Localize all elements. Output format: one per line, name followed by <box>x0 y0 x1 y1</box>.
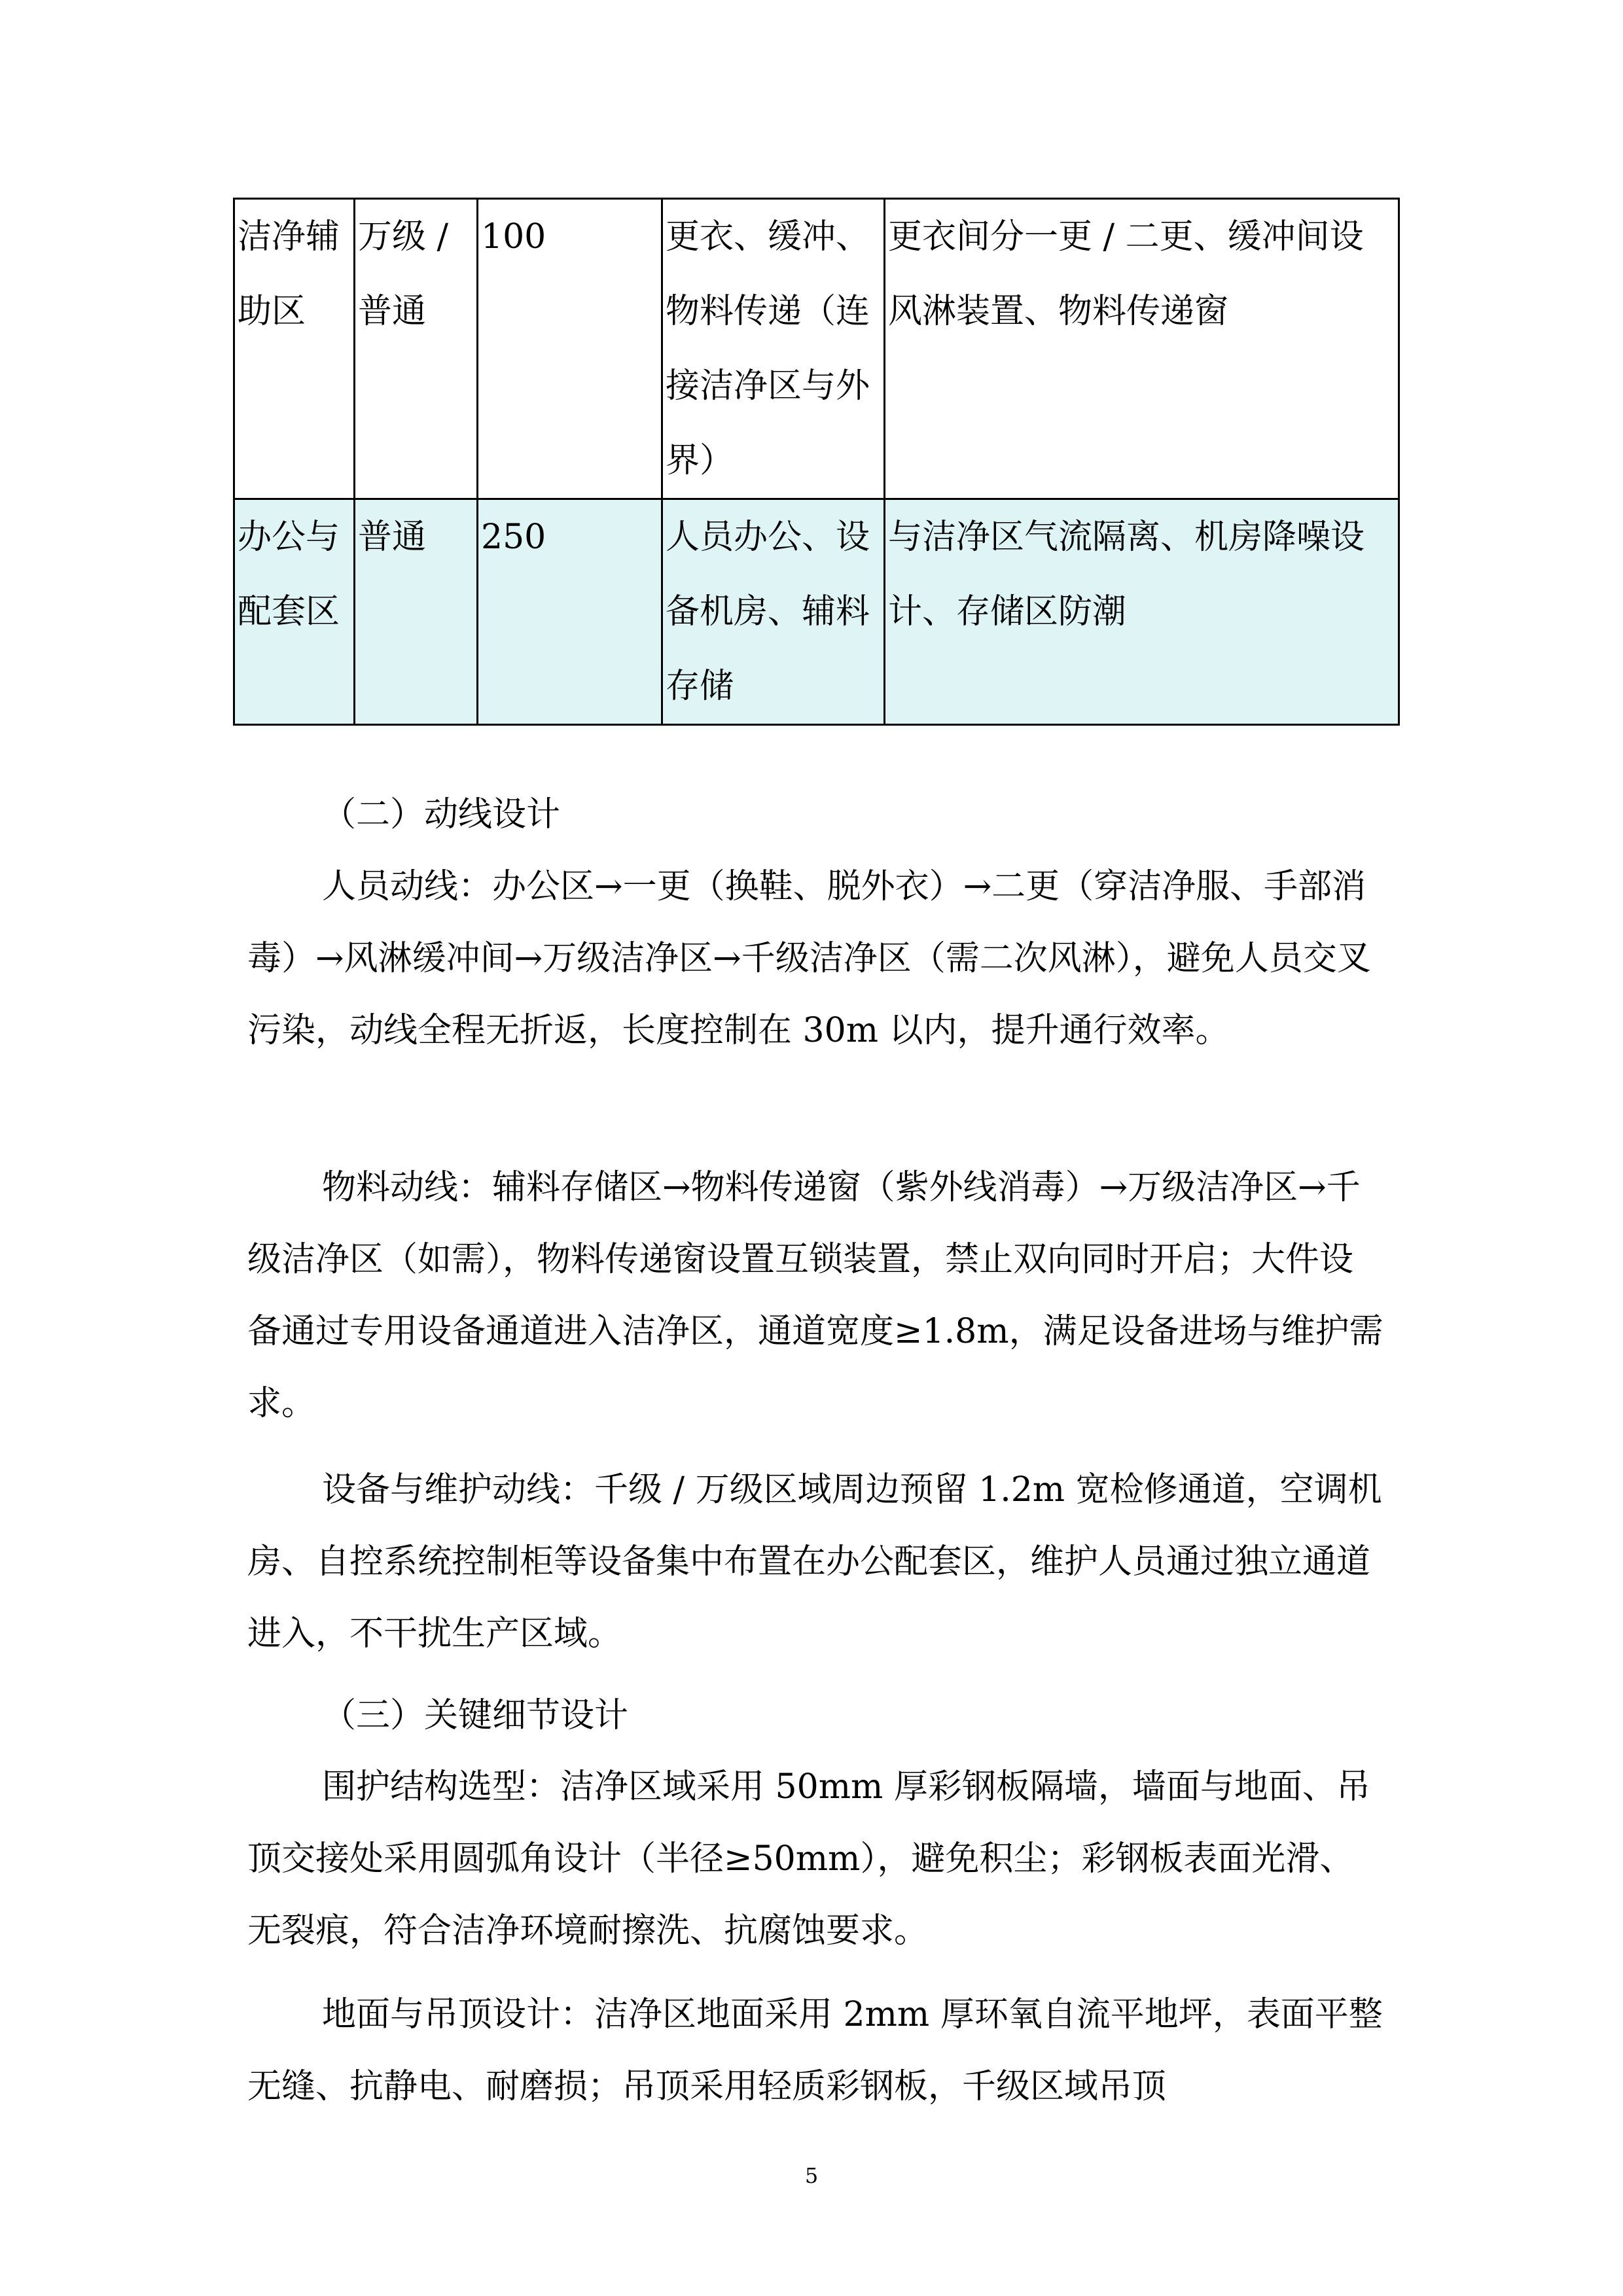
paragraph-maintenance-flow: 设备与维护动线：千级 / 万级区域周边预留 1.2m 宽检修通道，空调机房、自控系统控制柜等设备集中布置在办公配套区，维护人员通过独立通道进入，不干扰生产区域。 <box>247 1470 1382 1653</box>
paragraph-personnel-flow: 人员动线：办公区→一更（换鞋、脱外衣）→二更（穿洁净服、手部消毒）→风淋缓冲间→万级洁净区→千级洁净区（需二次风淋），避免人员交叉污染，动线全程无折返，长度控制在 30m 以内，提升通行效率。 <box>247 867 1371 1050</box>
design-cell: 更衣间分一更 / 二更、缓冲间设风淋装置、物料传递窗 <box>885 199 1399 499</box>
design-cell: 与洁净区气流隔离、机房降噪设计、存储区防潮 <box>885 499 1399 725</box>
page-number: 5 <box>804 2163 819 2188</box>
area-cell: 250 <box>478 499 662 725</box>
zone-name-cell: 洁净辅助区 <box>234 199 355 499</box>
paragraph-material-flow: 物料动线：辅料存储区→物料传递窗（紫外线消毒）→万级洁净区→千级洁净区（如需），物料传递窗设置互锁装置，禁止双向同时开启；大件设备通过专用设备通道进入洁净区，通道宽度≥1.8m，满足设备进场与维护需求。 <box>247 1168 1383 1423</box>
clean-grade-cell: 万级 /普通 <box>355 199 478 499</box>
zone-table <box>233 198 1400 726</box>
section-heading-circulation: （二）动线设计 <box>322 795 561 834</box>
paragraph-envelope-structure: 围护结构选型：洁净区域采用 50mm 厚彩钢板隔墙，墙面与地面、吊顶交接处采用圆弧角设计（半径≥50mm），避免积尘；彩钢板表面光滑、无裂痕，符合洁净环境耐擦洗、抗腐蚀要求。 <box>247 1767 1370 1951</box>
paragraph-floor-ceiling: 地面与吊顶设计：洁净区地面采用 2mm 厚环氧自流平地坪，表面平整无缝、抗静电、耐磨损；吊顶采用轻质彩钢板，千级区域吊顶 <box>247 1995 1383 2106</box>
area-cell: 100 <box>478 199 662 499</box>
table-row <box>234 199 1399 499</box>
function-cell: 更衣、缓冲、物料传递（连接洁净区与外界） <box>662 199 885 499</box>
section-heading-key-details: （三）关键细节设计 <box>322 1696 629 1735</box>
clean-grade-cell: 普通 <box>355 499 478 725</box>
function-cell: 人员办公、设备机房、辅料存储 <box>662 499 885 725</box>
table-row <box>234 499 1399 725</box>
zone-name-cell: 办公与配套区 <box>234 499 355 725</box>
